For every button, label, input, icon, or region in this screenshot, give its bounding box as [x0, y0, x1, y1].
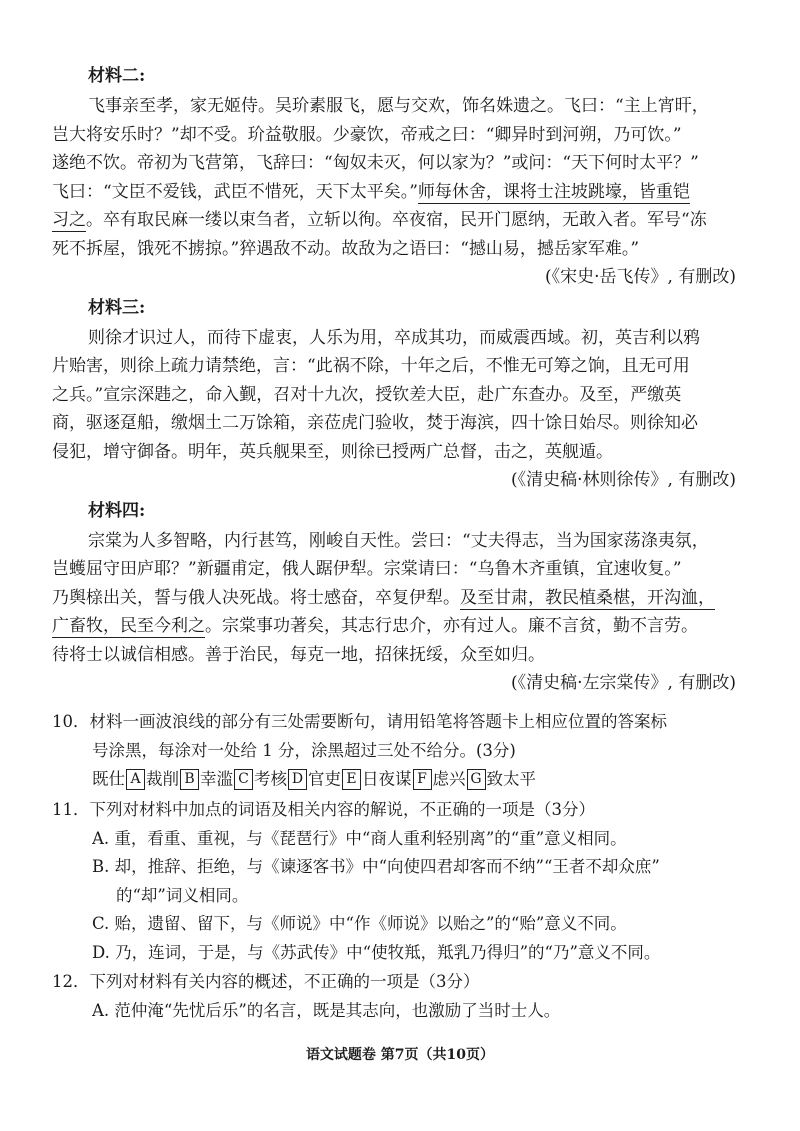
- text-run: 片贻害，则徐上疏力请禁绝，言：“此祸不除，十年之后，不惟无可筹之饷，且无可用: [52, 356, 690, 376]
- option: [52, 997, 752, 1026]
- material-line: [52, 149, 752, 178]
- material-line: [52, 527, 752, 556]
- answer-box: F: [413, 769, 432, 790]
- q12-options: [52, 997, 752, 1026]
- material-line: [52, 438, 752, 467]
- material-source: (《宋史·岳飞传》, 有删改): [545, 267, 736, 287]
- sentence-segment: 既仕: [92, 769, 125, 789]
- question-10: [52, 708, 752, 794]
- material-line: [52, 206, 752, 235]
- materials-section: [52, 60, 752, 698]
- option: [52, 853, 752, 910]
- text-run: 待将士以诚信相感。善于治民，每克一地，招徕抚绥，众至如归。: [52, 644, 545, 665]
- text-run: 宗棠为人多智略，内行甚笃，刚峻自天性。尝曰：“丈夫得志，当为国家荡涤夷氛，: [88, 530, 709, 551]
- sentence-segment: 幸滥: [200, 769, 233, 789]
- text-run: 岂大将安乐时？”却不受。玠益敬服。少豪饮，帝戒之曰：“卿异时到河朔，乃可饮。”: [52, 124, 682, 145]
- page-footer: 语文试题卷 第7页（共10页）: [305, 1047, 495, 1063]
- text-run: 飞曰：“文臣不爱钱，武臣不惜死，天下太平矣。”: [52, 181, 418, 202]
- text-run: 。卒有取民麻一缕以束刍者，立斩以徇。卒夜宿，民开门愿纳，无敢入者。军号“冻: [86, 210, 707, 230]
- underlined-text: 习之: [52, 210, 86, 230]
- material-body: [52, 324, 752, 467]
- option-text: 乃，连词，于是，与《苏武传》中“使牧羝，羝乳乃得归”的“乃”意义不同。: [109, 942, 661, 962]
- option: [52, 939, 752, 968]
- option-text: 范仲淹“先忧后乐”的名言，既是其志向，也激励了当时士人。: [109, 1000, 561, 1020]
- option-label: A.: [92, 1000, 110, 1020]
- option-line: [92, 882, 752, 911]
- material-line: [52, 352, 752, 381]
- material-line: [52, 555, 752, 584]
- answer-box: E: [342, 769, 361, 790]
- text-run: 。宗棠事功著矣，其志行忠介，亦有过人。廉不言贫，勤不言劳。: [205, 616, 698, 636]
- answer-box: C: [234, 769, 253, 790]
- material-3: [52, 292, 752, 495]
- sentence-segment: 虑兴: [432, 769, 466, 789]
- option-text: 却，推辞、拒绝，与《谏逐客书》中“向使四君却客而不纳”“王者不却众庶”: [109, 857, 660, 876]
- text-run: 商，驱逐趸船，缴烟土二万馀箱，亲莅虎门验收，焚于海滨，四十馀日始尽。则徐知必: [52, 413, 698, 433]
- q10-line-2: 号涂黑，每涂对一处给 1 分，涂黑超过三处不给分。(3分): [92, 740, 516, 760]
- text-run: 死不拆屋，饿死不掳掠。”猝遇敌不动。故敌为之语曰：“撼山易，撼岳家军难。”: [52, 238, 640, 259]
- material-line: [52, 641, 752, 670]
- text-run: 侵犯，增守御备。明年，英兵舰果至，则徐已授两广总督，击之，英舰遁。: [52, 441, 613, 462]
- question-12: [52, 968, 752, 1025]
- material-line: [52, 409, 752, 438]
- answer-box: G: [467, 769, 486, 790]
- text-run: 岂蠖屈守田庐耶？”新疆甫定，俄人踞伊犁。宗棠请曰：“乌鲁木齐重镇，宜速收复。”: [52, 559, 682, 579]
- sentence-segment: 裁削: [146, 769, 179, 789]
- text-run: 之兵。”宣宗深韪之，命入觐，召对十九次，授钦差大臣，赴广东查办。及至，严缴英: [52, 384, 682, 405]
- underlined-text: 及至甘肃，教民植桑椹，开沟洫，: [460, 587, 715, 608]
- option-line: [92, 910, 752, 939]
- material-line: [52, 235, 752, 264]
- q10-line-1: 10．材料一画波浪线的部分有三处需要断句，请用铅笔将答题卡上相应位置的答案标: [52, 712, 667, 731]
- option-label: C.: [92, 914, 110, 933]
- material-body: [52, 527, 752, 670]
- sentence-segment: 考核: [254, 769, 287, 789]
- text-run: 则徐才识过人，而待下虚衷，人乐为用，卒成其功，而威震西域。初，英吉利以鸦: [88, 327, 700, 348]
- answer-box: D: [288, 769, 307, 790]
- option-line: [92, 997, 752, 1026]
- material-source: (《清史稿·林则徐传》, 有删改): [511, 470, 736, 490]
- text-run: 遂绝不饮。帝初为飞营第，飞辞曰：“匈奴未灭，何以家为？”或问：“天下何时太平？”: [52, 153, 699, 173]
- text-run: 乃舆榇出关，誓与俄人决死战。将士感奋，卒复伊犁。: [52, 587, 460, 608]
- underlined-text: 广畜牧，民至今利之: [52, 616, 205, 636]
- option-label: B.: [92, 857, 110, 876]
- option-text: 重，看重、重视，与《琵琶行》中“商人重利轻别离”的“重”意义相同。: [109, 828, 627, 848]
- material-heading: 材料四:: [88, 500, 146, 521]
- option-text: 的“却”词义相同。: [116, 885, 249, 905]
- option-line: [92, 825, 752, 854]
- sentence-segment: 致太平: [486, 769, 536, 789]
- sentence-segment: 官吏: [308, 769, 341, 789]
- q11-options: [52, 825, 752, 968]
- answer-box: B: [180, 769, 199, 790]
- option-label: D.: [92, 942, 110, 962]
- underlined-text: 师每休舍，课将士注坡跳壕，皆重铠: [417, 181, 690, 202]
- q11-stem: 11．下列对材料中加点的词语及相关内容的解说，不正确的一项是（3分）: [52, 800, 595, 819]
- material-heading: 材料三:: [88, 297, 146, 318]
- option-line: [92, 939, 752, 968]
- option: [52, 825, 752, 854]
- material-2: [52, 60, 752, 292]
- answer-box: A: [126, 769, 145, 790]
- sentence-segment: 日夜谋: [362, 769, 412, 789]
- option-label: A.: [92, 828, 110, 848]
- material-source: (《清史稿·左宗棠传》, 有删改): [511, 673, 736, 693]
- option-text: 贻，遗留、留下，与《师说》中“作《师说》以贻之”的“贻”意义不同。: [109, 914, 627, 933]
- material-4: [52, 495, 752, 698]
- question-11: [52, 796, 752, 967]
- material-line: [52, 121, 752, 150]
- material-heading: 材料二:: [88, 66, 146, 86]
- material-line: [52, 612, 752, 641]
- material-line: [52, 92, 752, 121]
- material-line: [52, 178, 752, 207]
- q10-break-sequence: [52, 765, 752, 794]
- option: [52, 910, 752, 939]
- material-line: [52, 324, 752, 353]
- material-line: [52, 381, 752, 410]
- option-line: [92, 853, 752, 882]
- material-line: [52, 584, 752, 613]
- q12-stem: 12．下列对材料有关内容的概述，不正确的一项是（3分）: [52, 972, 480, 991]
- text-run: 飞事亲至孝，家无姬侍。吴玠素服飞，愿与交欢，饰名姝遗之。飞曰：“主上宵旰，: [88, 96, 709, 116]
- material-body: [52, 92, 752, 263]
